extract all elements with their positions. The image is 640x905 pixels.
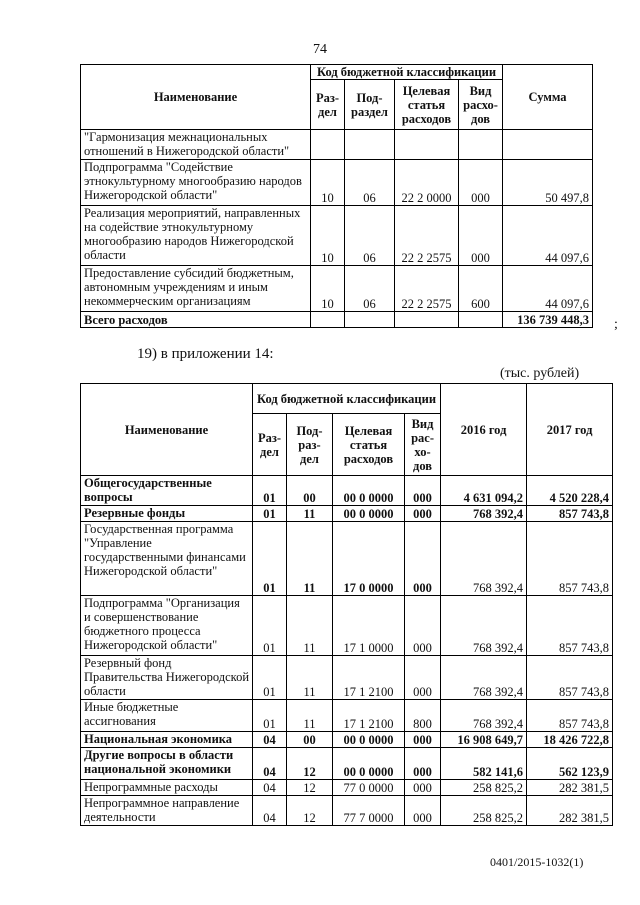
row-target: 17 0 0000: [333, 522, 405, 596]
row-2016: 768 392,4: [441, 522, 527, 596]
section-label: 19) в приложении 14:: [137, 346, 274, 362]
row-subsection: [345, 130, 395, 160]
table-row: [81, 160, 593, 206]
row-type: 000: [459, 160, 503, 206]
col-header-subsection: Под- раздел: [345, 80, 395, 130]
table-row: [81, 130, 593, 160]
row-type: 600: [459, 266, 503, 312]
row-name: Общегосударственные вопросы: [81, 476, 253, 506]
row-type: 000: [405, 748, 441, 780]
row-2016: 4 631 094,2: [441, 476, 527, 506]
row-name: Государственная программа "Управление государственными финансами Нижегородской области": [81, 522, 253, 596]
col-header-sum: Сумма: [503, 65, 593, 130]
page-number: 74: [313, 42, 327, 57]
table-row: [81, 266, 593, 312]
col-header-2017: 2017 год: [527, 384, 613, 476]
row-section: 01: [253, 476, 287, 506]
row-2017: 857 743,8: [527, 506, 613, 522]
row-section: 10: [311, 266, 345, 312]
table-row: [81, 506, 613, 522]
row-2017: 562 123,9: [527, 748, 613, 780]
row-section: 01: [253, 700, 287, 732]
row-name: Непрограммное направление деятельности: [81, 796, 253, 826]
col-header-code-group: Код бюджетной классификации: [253, 384, 441, 414]
document-code: 0401/2015-1032(1): [490, 855, 584, 869]
row-type: 000: [405, 796, 441, 826]
row-name: Национальная экономика: [81, 732, 253, 748]
col-header-target: Целевая статья расходов: [395, 80, 459, 130]
col-header-code-group: Код бюджетной классификации: [311, 65, 503, 80]
row-subsection: 11: [287, 700, 333, 732]
col-header-2016: 2016 год: [441, 384, 527, 476]
row-subsection: 11: [287, 506, 333, 522]
row-type: [459, 130, 503, 160]
row-type: 000: [405, 732, 441, 748]
row-target: 00 0 0000: [333, 506, 405, 522]
row-2016: 258 825,2: [441, 780, 527, 796]
row-subsection: 11: [287, 656, 333, 700]
row-sum: 44 097,6: [503, 266, 593, 312]
row-subsection: 11: [287, 596, 333, 656]
row-section: 04: [253, 748, 287, 780]
row-type: 000: [405, 780, 441, 796]
row-section: 10: [311, 206, 345, 266]
col-header-target: Целевая статья расходов: [333, 414, 405, 476]
row-name: Подпрограмма "Содействие этнокультурному многообразию народов Нижегородской области": [81, 160, 311, 206]
row-subsection: 11: [287, 522, 333, 596]
row-section: [311, 130, 345, 160]
table-row: [81, 780, 613, 796]
total-sum: 136 739 448,3: [503, 312, 593, 328]
row-name: "Гармонизация межнациональных отношений в Нижегородской области": [81, 130, 311, 160]
row-type: 000: [405, 522, 441, 596]
row-2016: 16 908 649,7: [441, 732, 527, 748]
table-row: [81, 748, 613, 780]
budget-table-2: [80, 383, 613, 826]
row-section: 04: [253, 780, 287, 796]
row-2016: 768 392,4: [441, 506, 527, 522]
row-target: 17 1 2100: [333, 656, 405, 700]
row-name: Непрограммные расходы: [81, 780, 253, 796]
budget-table-1: [80, 64, 593, 328]
row-target: 17 1 2100: [333, 700, 405, 732]
row-section: 04: [253, 796, 287, 826]
trailing-semicolon: ;: [614, 317, 618, 332]
table-row: [81, 732, 613, 748]
row-target: 77 7 0000: [333, 796, 405, 826]
row-2016: 768 392,4: [441, 596, 527, 656]
row-name: Резервный фонд Правительства Нижегородской области: [81, 656, 253, 700]
row-sum: 44 097,6: [503, 206, 593, 266]
col-header-name: Наименование: [81, 65, 311, 130]
row-target: [395, 130, 459, 160]
table-row: [81, 700, 613, 732]
row-name: Иные бюджетные ассигнования: [81, 700, 253, 732]
row-target: 00 0 0000: [333, 732, 405, 748]
total-label: Всего расходов: [81, 312, 311, 328]
table-row: [81, 656, 613, 700]
row-type: 000: [405, 596, 441, 656]
row-2016: 768 392,4: [441, 700, 527, 732]
row-name: Подпрограмма "Организация и совершенствование бюджетного процесса Нижегородской области": [81, 596, 253, 656]
row-2017: 18 426 722,8: [527, 732, 613, 748]
row-subsection: 12: [287, 796, 333, 826]
row-2017: 857 743,8: [527, 596, 613, 656]
row-2017: 857 743,8: [527, 700, 613, 732]
row-subsection: 12: [287, 748, 333, 780]
row-section: 01: [253, 656, 287, 700]
row-subsection: 06: [345, 160, 395, 206]
table-row: [81, 476, 613, 506]
row-name: Резервные фонды: [81, 506, 253, 522]
row-type: 000: [459, 206, 503, 266]
row-name: Предоставление субсидий бюджетным, автономным учреждениям и иным некоммерческим организациям: [81, 266, 311, 312]
row-name: Реализация мероприятий, направленных на содействие этнокультурному многообразию народов Нижегородской области: [81, 206, 311, 266]
row-2017: 4 520 228,4: [527, 476, 613, 506]
row-section: 01: [253, 596, 287, 656]
row-name: Другие вопросы в области национальной экономики: [81, 748, 253, 780]
row-target: 00 0 0000: [333, 748, 405, 780]
table-row: [81, 522, 613, 596]
row-subsection: 00: [287, 732, 333, 748]
row-2016: 768 392,4: [441, 656, 527, 700]
row-type: 000: [405, 476, 441, 506]
row-2016: 582 141,6: [441, 748, 527, 780]
col-header-type: Вид рас- хо- дов: [405, 414, 441, 476]
row-subsection: 06: [345, 266, 395, 312]
table-row: [81, 206, 593, 266]
row-target: 17 1 0000: [333, 596, 405, 656]
row-target: 22 2 0000: [395, 160, 459, 206]
row-2016: 258 825,2: [441, 796, 527, 826]
row-subsection: 00: [287, 476, 333, 506]
row-sum: [503, 130, 593, 160]
row-2017: 857 743,8: [527, 656, 613, 700]
col-header-subsection: Под- раз- дел: [287, 414, 333, 476]
table-row: [81, 596, 613, 656]
row-2017: 282 381,5: [527, 796, 613, 826]
col-header-section: Раз- дел: [253, 414, 287, 476]
row-section: 01: [253, 506, 287, 522]
row-type: 000: [405, 506, 441, 522]
row-target: 22 2 2575: [395, 266, 459, 312]
row-2017: 857 743,8: [527, 522, 613, 596]
row-sum: 50 497,8: [503, 160, 593, 206]
col-header-section: Раз- дел: [311, 80, 345, 130]
row-target: 22 2 2575: [395, 206, 459, 266]
row-type: 800: [405, 700, 441, 732]
unit-note: (тыс. рублей): [500, 366, 580, 381]
total-row: [81, 312, 593, 328]
col-header-type: Вид расхо- дов: [459, 80, 503, 130]
col-header-name: Наименование: [81, 384, 253, 476]
row-subsection: 06: [345, 206, 395, 266]
row-section: 10: [311, 160, 345, 206]
row-subsection: 12: [287, 780, 333, 796]
row-section: 04: [253, 732, 287, 748]
row-2017: 282 381,5: [527, 780, 613, 796]
row-target: 00 0 0000: [333, 476, 405, 506]
row-target: 77 0 0000: [333, 780, 405, 796]
table-row: [81, 796, 613, 826]
row-section: 01: [253, 522, 287, 596]
row-type: 000: [405, 656, 441, 700]
